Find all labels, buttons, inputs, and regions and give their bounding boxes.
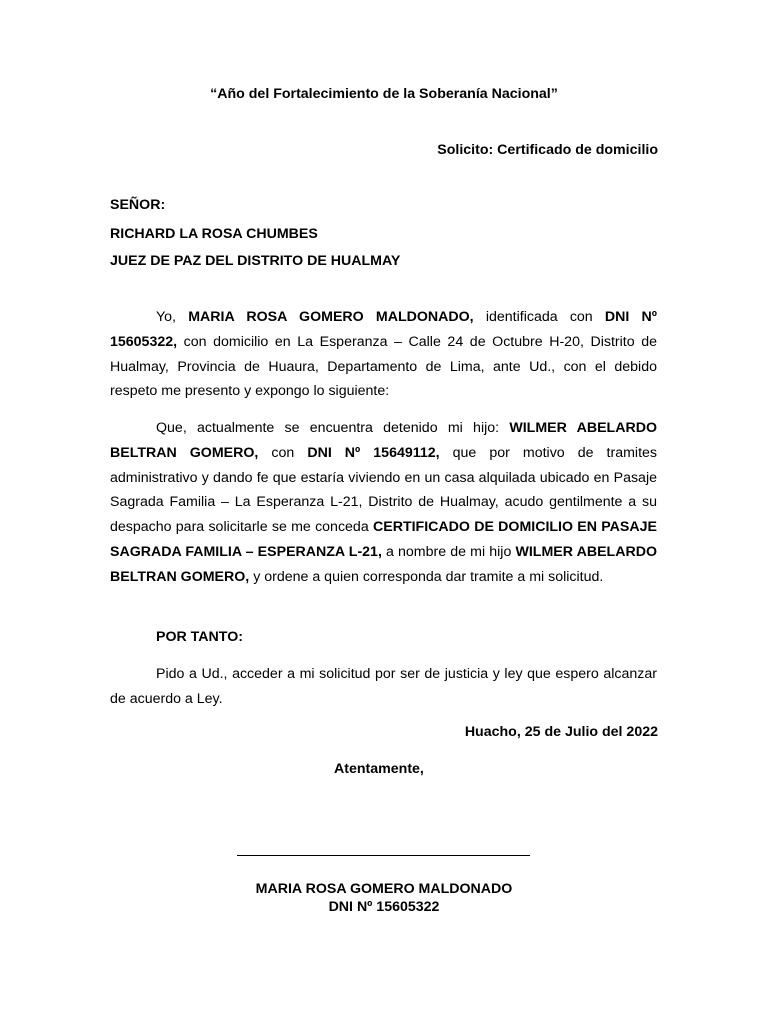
- motto-line: “Año del Fortalecimiento de la Soberanía Nacional”: [210, 86, 558, 102]
- text-run: Yo,: [156, 309, 189, 325]
- signer-dni: DNI Nº 15605322: [328, 899, 440, 915]
- date-line: Huacho, 25 de Julio del 2022: [464, 724, 658, 740]
- paragraph-conclusion-text: Pido a Ud., acceder a mi solicitud por ser de justicia y ley que espero alcanzar de acuerdo a Ley.: [110, 666, 657, 707]
- closing-line: Atentamente,: [334, 761, 424, 777]
- son-name: WILMER ABELARDO BELTRAN GOMERO,: [110, 420, 657, 461]
- paragraph-conclusion: [110, 662, 657, 712]
- applicant-name: MARIA ROSA GOMERO MALDONADO,: [188, 309, 474, 325]
- son-dni: DNI Nº 15649112,: [307, 444, 440, 461]
- signature-line: [237, 855, 530, 856]
- subject-line: Solicito: Certificado de domicilio: [437, 142, 658, 158]
- salutation: SEÑOR:: [110, 197, 166, 213]
- signature-block: [0, 880, 768, 916]
- text-run: Que, actualmente se encuentra detenido mi hijo:: [156, 420, 510, 436]
- addressee-position: JUEZ DE PAZ DEL DISTRITO DE HUALMAY: [110, 253, 401, 269]
- certificate-request: CERTIFICADO DE DOMICILIO EN PASAJE SAGRADA FAMILIA – ESPERANZA L-21,: [110, 519, 657, 560]
- paragraph-request-text: [110, 416, 657, 590]
- signer-name: MARIA ROSA GOMERO MALDONADO: [255, 881, 513, 897]
- text-run: y ordene a quien corresponda dar tramite a mi solicitud.: [249, 568, 604, 585]
- text-run: que por motivo de tramites administrativo y dando fe que estaría viviendo en un casa alquilada ubicado en Pasaje Sagrada Familia – La Esperanza L-21, Distrito de Hualmay, acudo gentilmente a su despacho para solicitarle se me conceda: [110, 444, 658, 536]
- text-run: con domicilio en La Esperanza – Calle 24 de Octubre H-20, Distrito de Hualmay, Provincia de Huaura, Departamento de Lima, ante Ud., con el debido respeto me presento y expongo lo siguiente:: [110, 333, 657, 400]
- son-name-repeat: WILMER ABELARDO BELTRAN GOMERO,: [110, 543, 657, 585]
- paragraph-introduction: [110, 305, 657, 404]
- paragraph-request: [110, 416, 657, 590]
- paragraph-introduction-text: [110, 305, 657, 404]
- text-run: con: [258, 444, 308, 461]
- conclusion-heading: POR TANTO:: [156, 629, 243, 645]
- text-run: a nombre de mi hijo: [381, 543, 516, 560]
- addressee-name: RICHARD LA ROSA CHUMBES: [110, 226, 318, 242]
- applicant-dni: DNI Nº 15605322,: [110, 309, 657, 350]
- text-run: identificada con: [473, 309, 605, 325]
